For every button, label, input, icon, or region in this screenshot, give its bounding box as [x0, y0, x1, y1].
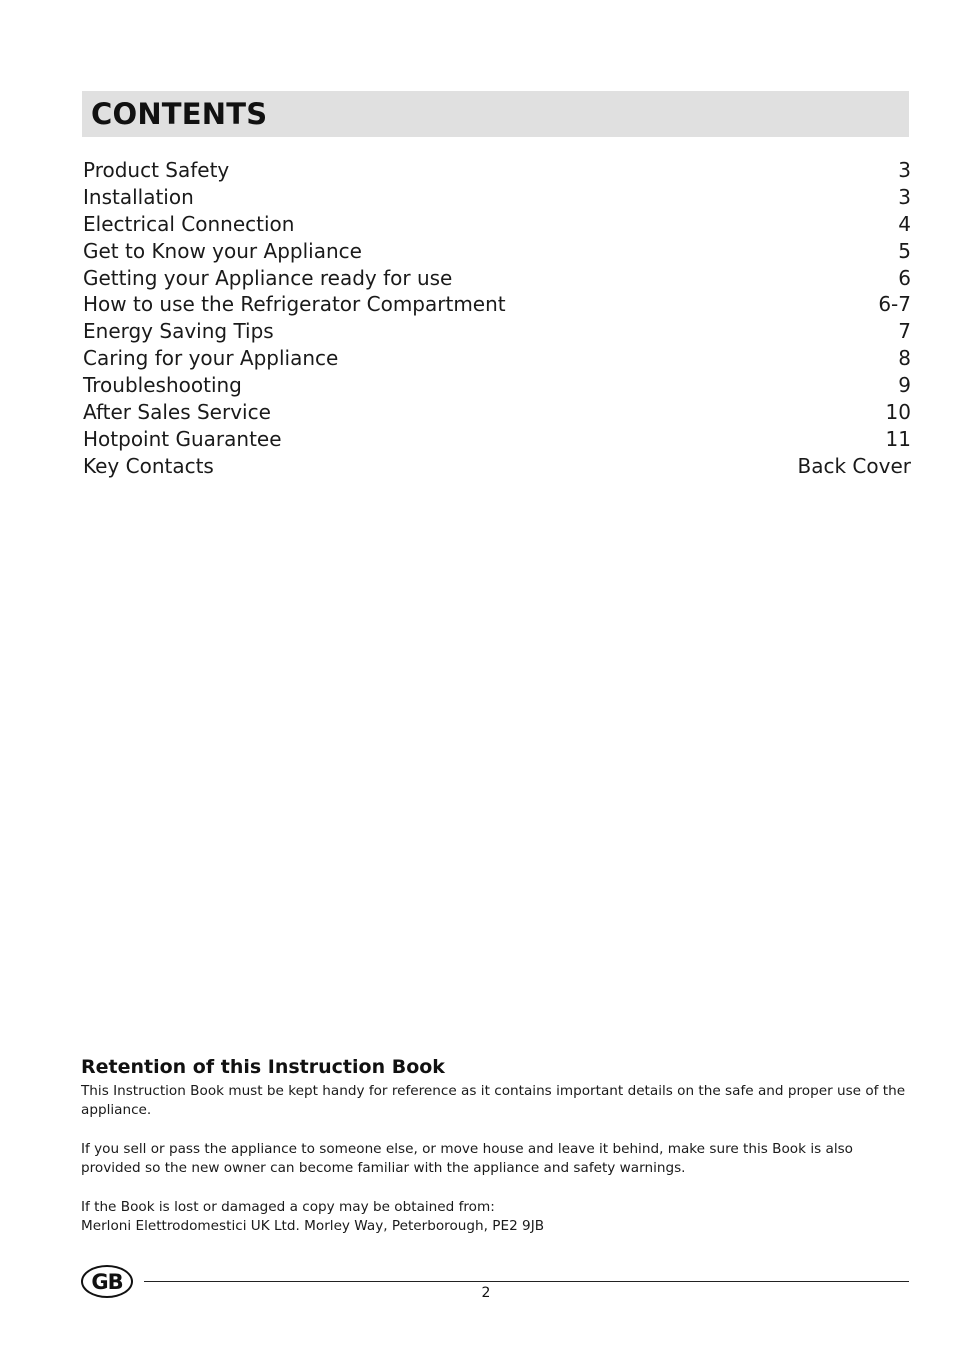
toc-entry-page: 6 — [898, 265, 911, 290]
toc-entry-title: How to use the Refrigerator Compartment — [83, 292, 506, 317]
toc-entry-page: 6-7 — [878, 292, 911, 317]
retention-paragraph-new-owner: If you sell or pass the appliance to someone else, or move house and leave it behind, make sure this Book is also provided so the new owner can become familiar with the appliance and safety warnings. — [81, 1141, 854, 1176]
toc-entry-page: 5 — [898, 238, 911, 263]
toc-entry-title: Product Safety — [83, 158, 230, 182]
toc-entry-title: After Sales Service — [83, 400, 271, 425]
toc-entry-after-sales-service[interactable] — [83, 399, 911, 426]
toc-entry-troubleshooting[interactable] — [83, 372, 911, 399]
toc-entry-page: Back Cover — [797, 453, 911, 478]
toc-entry-page: 8 — [898, 346, 911, 371]
toc-entry-page: 11 — [885, 426, 911, 451]
footer-divider — [144, 1281, 909, 1282]
page-title: CONTENTS — [91, 97, 268, 131]
toc-entry-title: Get to Know your Appliance — [83, 238, 362, 263]
toc-entry-page: 3 — [898, 184, 911, 209]
toc-entry-title: Installation — [83, 184, 194, 209]
retention-contact — [81, 1198, 911, 1236]
toc-entry-caring[interactable] — [83, 345, 911, 372]
toc-entry-getting-ready[interactable] — [83, 265, 911, 292]
contents-header-band — [82, 91, 909, 137]
toc-entry-title: Key Contacts — [83, 453, 214, 478]
toc-entry-title: Electrical Connection — [83, 211, 295, 236]
toc-entry-title: Hotpoint Guarantee — [83, 426, 282, 451]
toc-entry-title: Energy Saving Tips — [83, 319, 274, 344]
toc-entry-page: 9 — [898, 373, 911, 398]
page-number: 2 — [481, 1285, 491, 1301]
toc-entry-page: 7 — [898, 319, 911, 344]
toc-entry-page: 10 — [885, 400, 911, 425]
toc-entry-installation[interactable] — [83, 184, 911, 211]
retention-contact-intro: If the Book is lost or damaged a copy may be obtained from: — [81, 1199, 495, 1215]
retention-section — [81, 1053, 911, 1256]
toc-entry-energy-saving-tips[interactable] — [83, 318, 911, 345]
toc-entry-page: 3 — [898, 158, 911, 182]
retention-heading: Retention of this Instruction Book — [81, 1056, 445, 1078]
toc-entry-title: Getting your Appliance ready for use — [83, 265, 453, 290]
toc-entry-page: 4 — [898, 211, 911, 236]
toc-entry-refrigerator-compartment[interactable] — [83, 291, 911, 318]
toc-entry-title: Caring for your Appliance — [83, 346, 339, 371]
toc-entry-electrical-connection[interactable] — [83, 211, 911, 238]
toc-entry-title: Troubleshooting — [83, 373, 242, 398]
toc-entry-get-to-know[interactable] — [83, 238, 911, 265]
toc-entry-key-contacts[interactable] — [83, 453, 911, 480]
toc-entry-hotpoint-guarantee[interactable] — [83, 426, 911, 453]
table-of-contents — [83, 157, 911, 480]
country-badge: GB — [81, 1265, 133, 1298]
retention-contact-address: Merloni Elettrodomestici UK Ltd. Morley Way, Peterborough, PE2 9JB — [81, 1218, 545, 1234]
toc-entry-product-safety[interactable] — [83, 157, 911, 184]
retention-paragraph-keep-handy: This Instruction Book must be kept handy for reference as it contains important details on the safe and proper use of the appliance. — [81, 1083, 906, 1118]
